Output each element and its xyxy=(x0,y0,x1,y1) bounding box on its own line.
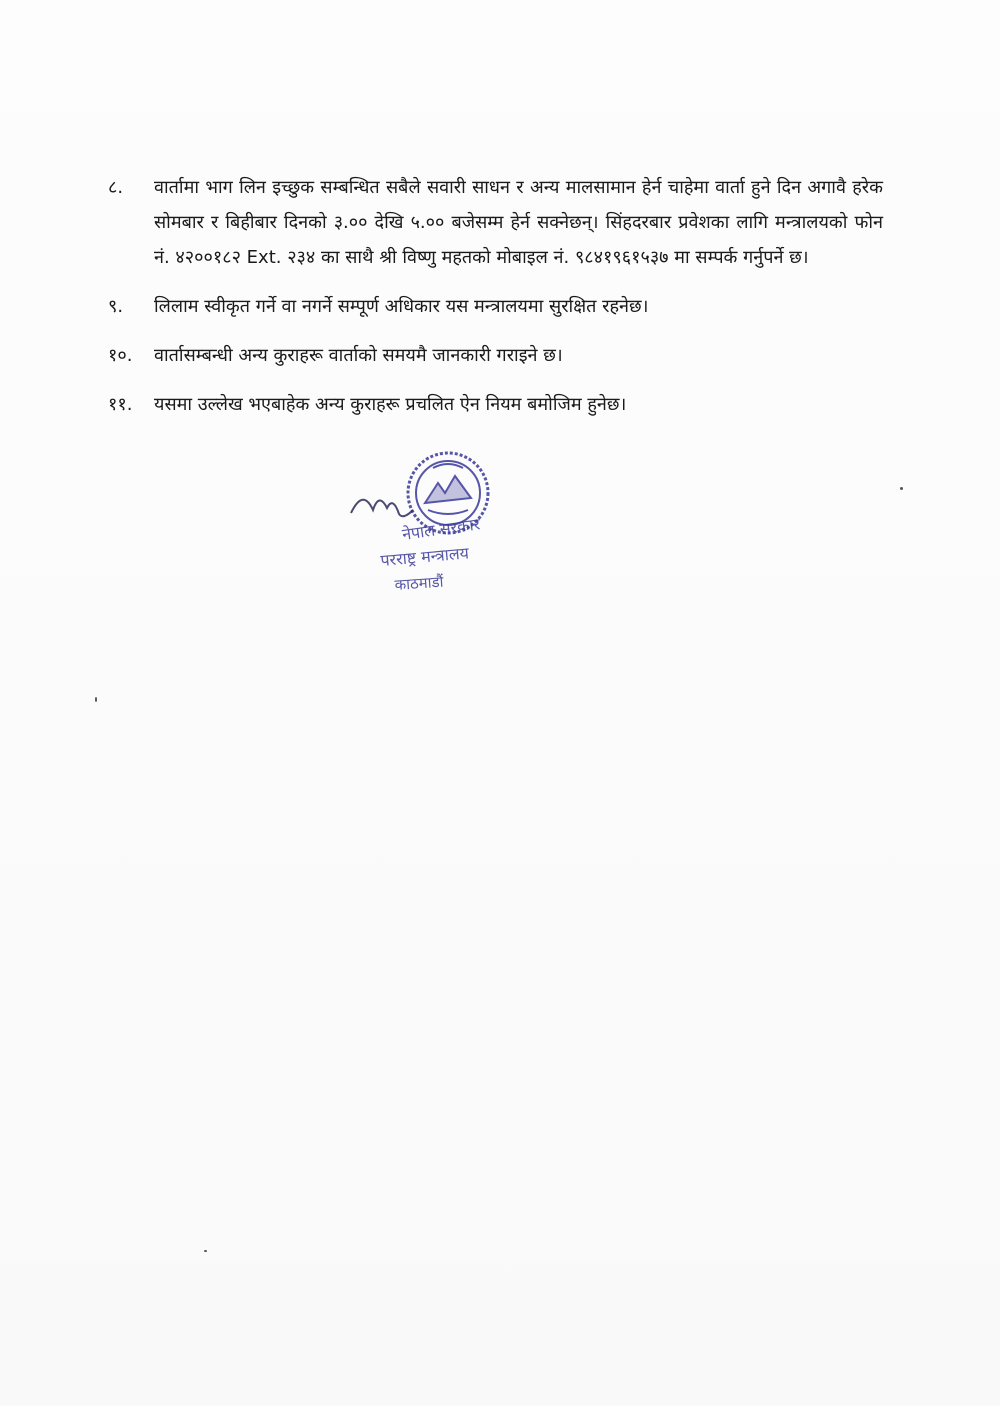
clause-list xyxy=(108,170,883,436)
clause-item-8 xyxy=(108,170,883,275)
clause-number: ११. xyxy=(108,394,133,415)
official-seal xyxy=(343,448,523,608)
clause-item-10 xyxy=(108,338,883,373)
clause-item-9 xyxy=(108,289,883,324)
clause-number: ९. xyxy=(108,296,124,317)
seal-line-2: परराष्ट्र मन्त्रालय xyxy=(379,543,470,570)
seal-line-3: काठमाडौं xyxy=(394,572,445,594)
clause-text: वार्तासम्बन्धी अन्य कुराहरू वार्ताको समयमै जानकारी गराइने छ। xyxy=(154,345,563,366)
clause-text: यसमा उल्लेख भएबाहेक अन्य कुराहरू प्रचलित ऐन नियम बमोजिम हुनेछ। xyxy=(154,394,627,415)
clause-number: ८. xyxy=(108,177,124,198)
seal-line-1: नेपाल सरकार xyxy=(400,514,482,544)
emblem-seal-icon xyxy=(343,448,523,608)
paper-speck xyxy=(204,1250,207,1252)
clause-number: १०. xyxy=(108,345,133,366)
clause-text: वार्तामा भाग लिन इच्छुक सम्बन्धित सबैले सवारी साधन र अन्य मालसामान हेर्न चाहेमा वार्ता हुने दिन अगावै हरेक सोमबार र बिहीबार दिनको ३.०० देखि ५.०० बजेसम्म हेर्न सक्नेछन्। सिंहदरबार प्रवेशका लागि मन्त्रालयको फोन नं. ४२००१८२ Ext. २३४ का साथै श्री विष्णु महतको मोबाइल नं. ९८४१९६१५३७ मा सम्पर्क गर्नुपर्ने छ। xyxy=(154,177,883,268)
paper-speck xyxy=(95,697,97,702)
clause-item-11 xyxy=(108,387,883,422)
clause-text: लिलाम स्वीकृत गर्ने वा नगर्ने सम्पूर्ण अधिकार यस मन्त्रालयमा सुरक्षित रहनेछ। xyxy=(154,296,649,317)
paper-speck xyxy=(900,487,903,490)
